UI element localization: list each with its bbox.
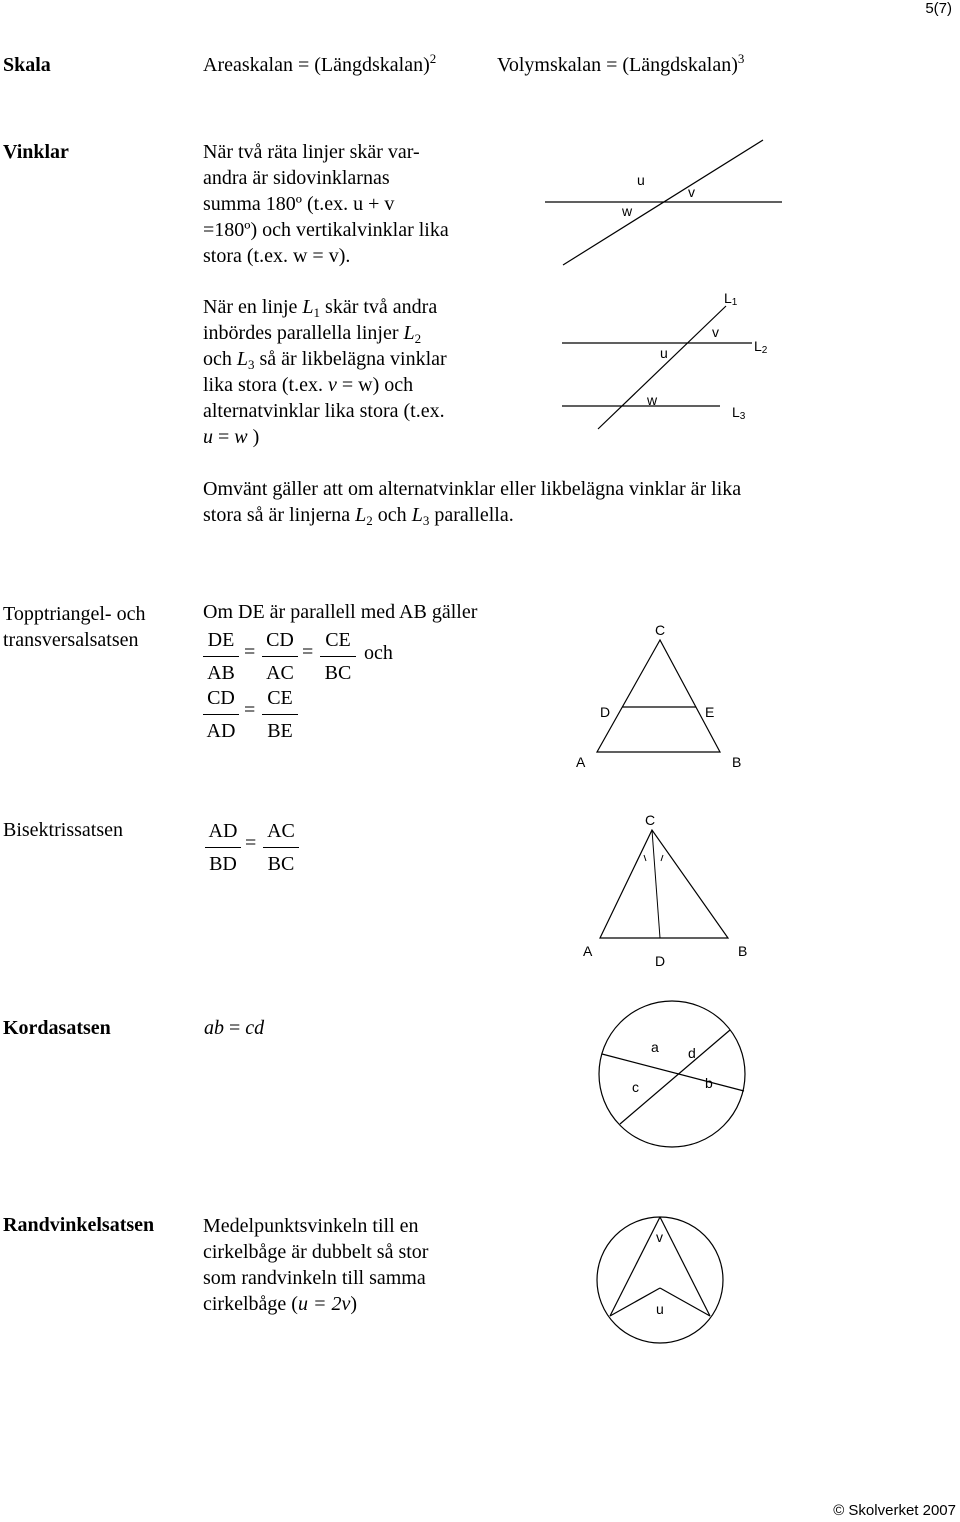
equals-sign: =: [245, 832, 257, 854]
vinklar-p1-line: stora (t.ex. w = v).: [203, 245, 351, 267]
randvinkel-heading: Randvinkelsatsen: [3, 1214, 155, 1236]
chord-label-c: c: [632, 1079, 639, 1095]
fig2-label-L2: L2: [754, 338, 768, 356]
volume-scale-exponent: 3: [737, 51, 745, 66]
bis-label-D: D: [655, 953, 666, 969]
och-word: och: [364, 642, 393, 664]
fraction-cd-ac: CD AC: [262, 626, 298, 687]
bis-label-A: A: [583, 943, 593, 959]
chord-label-a: a: [651, 1039, 659, 1055]
tri-label-E: E: [705, 704, 715, 720]
fraction-ce-be: CE BE: [262, 684, 298, 745]
korda-heading: Kordasatsen: [3, 1017, 111, 1039]
fraction-ac-bc: AC BC: [263, 817, 299, 878]
fig2-label-v: v: [712, 324, 719, 340]
vinklar-heading: Vinklar: [3, 141, 69, 163]
chord-label-d: d: [688, 1045, 696, 1061]
tri-label-A: A: [576, 754, 586, 770]
vinklar-p2-line: inbördes parallella linjer $L_2$: [203, 322, 422, 346]
vinklar-p2-line: När en linje $L_1$ skär två andra: [203, 296, 438, 320]
fig2-label-u: u: [660, 345, 668, 361]
fraction-cd-ad: CD AD: [203, 684, 239, 745]
bis-label-C: C: [645, 812, 656, 828]
converse-line-2: stora så är linjerna $L_2$ och $L_3$ parallella.: [203, 504, 514, 528]
inscribed-label-u: u: [656, 1301, 664, 1317]
vinklar-p2-line: och $L_3$ så är likbelägna vinklar: [203, 348, 447, 372]
fraction-de-ab: DE AB: [203, 626, 239, 687]
converse-line-1: Omvänt gäller att om alternatvinklar eller likbelägna vinklar är lika: [203, 478, 742, 500]
fig2-label-L3: L3: [732, 404, 746, 422]
randvinkel-text: Medelpunktsvinkeln till en cirkelbåge är dubbelt så stor som randvinkeln till samma cirkelbåge (u = 2v): [203, 1215, 429, 1315]
area-scale-exponent: 2: [429, 51, 437, 66]
page-number: 5(7): [925, 0, 952, 17]
fig1-label-u: u: [637, 172, 645, 188]
fig1-label-v: v: [688, 184, 695, 200]
vinklar-p2-line: alternatvinklar lika stora (t.ex.: [203, 400, 445, 422]
tri-label-D: D: [600, 704, 611, 720]
footer-copyright: © Skolverket 2007: [833, 1502, 956, 1519]
area-scale-label: Areaskalan = (Längdskalan): [203, 54, 430, 76]
equals-sign: =: [302, 641, 314, 663]
fraction-ce-bc: CE BC: [320, 626, 356, 687]
fig2-label-L1: L1: [724, 290, 738, 308]
equals-sign: =: [244, 641, 256, 663]
topptriangel-heading: Topptriangel- och transversalsatsen: [3, 603, 146, 651]
equals-sign: =: [244, 699, 256, 721]
vinklar-p2-line: lika stora (t.ex. v = w) och: [203, 374, 414, 396]
vinklar-p1-line: När två räta linjer skär var-: [203, 141, 420, 163]
vinklar-p1-line: andra är sidovinklarnas: [203, 167, 390, 189]
inscribed-label-v: v: [656, 1229, 663, 1245]
vinklar-p2-line: u = w ): [203, 426, 260, 448]
fig1-label-w: w: [622, 203, 633, 219]
vinklar-p1-line: summa 180º (t.ex. u + v: [203, 193, 395, 215]
volume-scale-label: Volymskalan = (Längdskalan): [497, 54, 738, 76]
korda-formula: ab = cd: [204, 1017, 265, 1039]
fraction-ad-bd: AD BD: [205, 817, 241, 878]
topptriangel-intro: Om DE är parallell med AB gäller: [203, 601, 478, 623]
bis-label-B: B: [738, 943, 748, 959]
chord-label-b: b: [705, 1075, 713, 1091]
tri-label-C: C: [655, 622, 666, 638]
vinklar-p1-line: =180º) och vertikalvinklar lika: [203, 219, 449, 241]
fig2-label-w: w: [647, 392, 658, 408]
bisektris-heading: Bisektrissatsen: [3, 819, 123, 841]
tri-label-B: B: [732, 754, 742, 770]
skala-heading: Skala: [3, 54, 51, 76]
